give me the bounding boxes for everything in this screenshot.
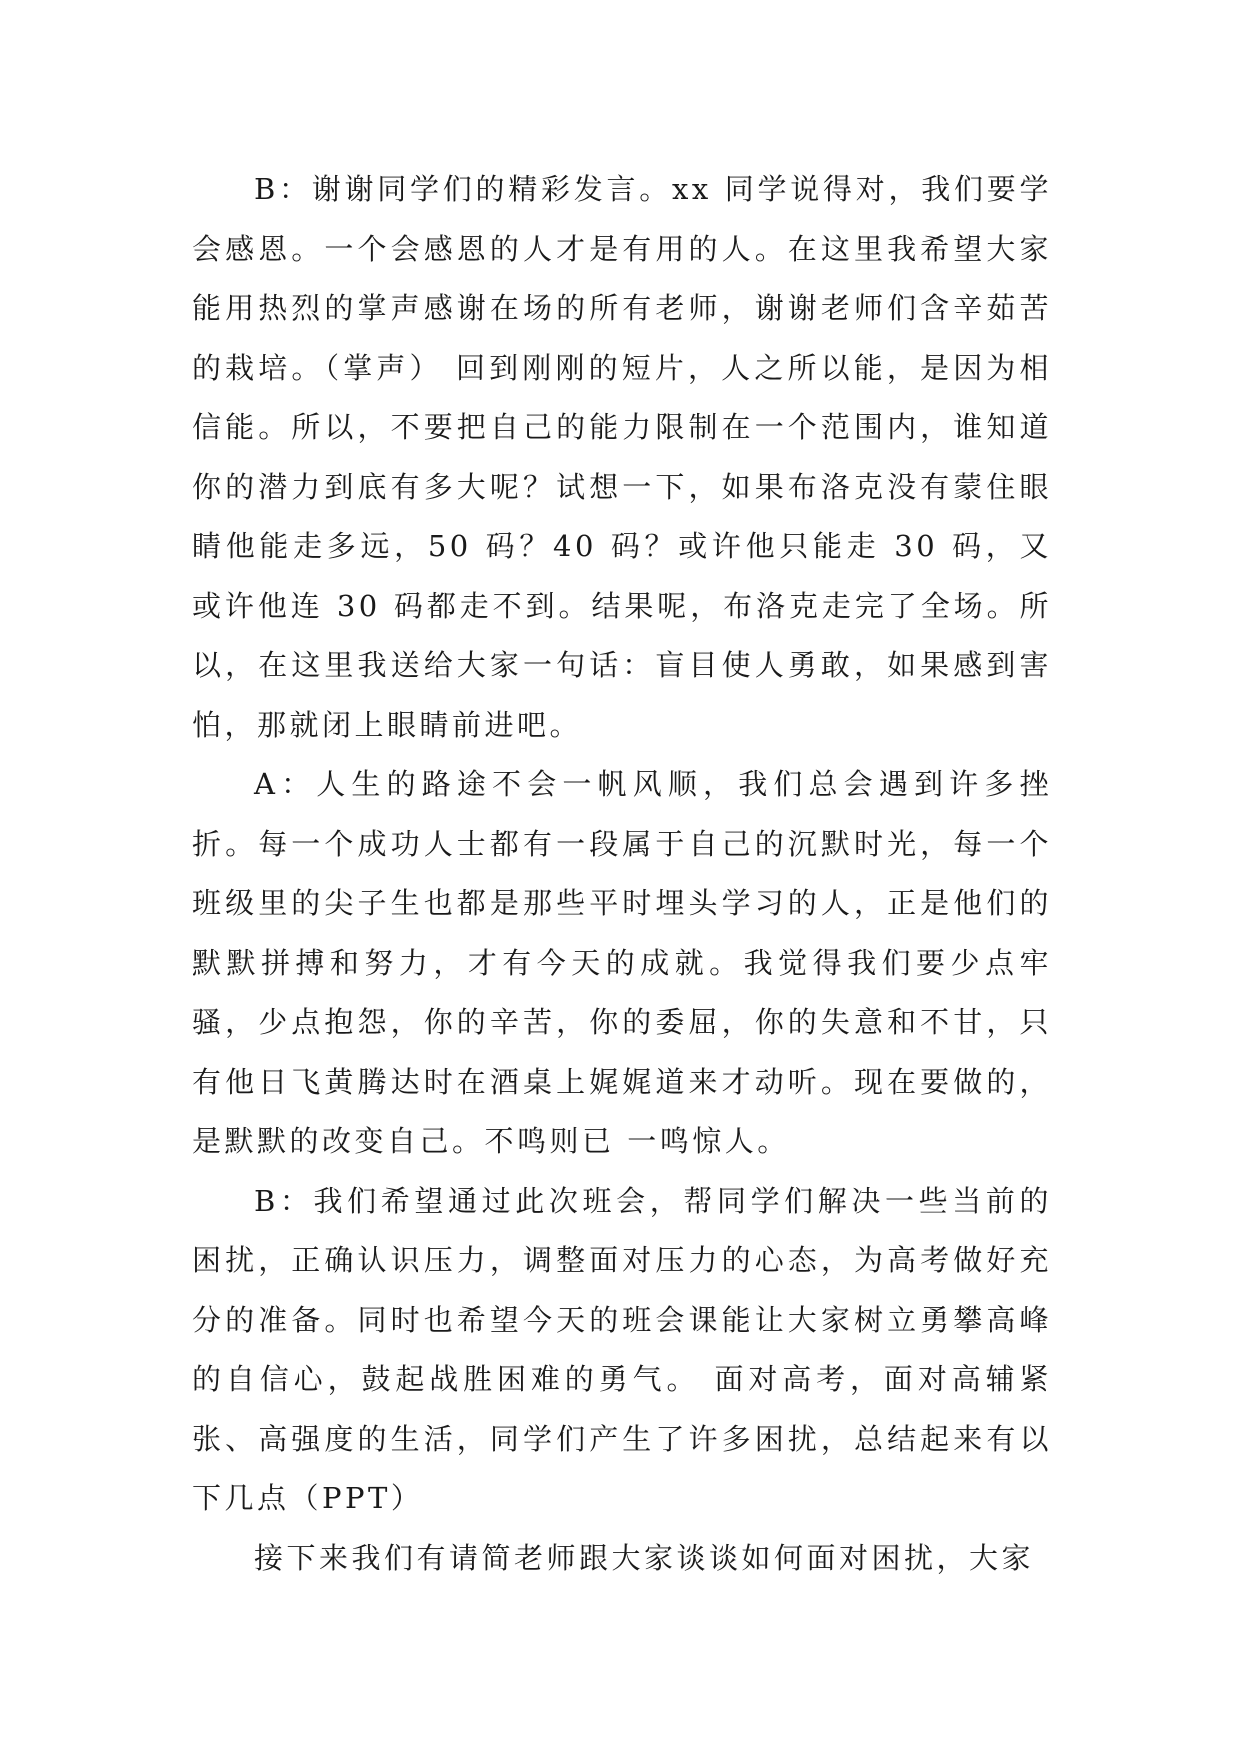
paragraph-b-thanks: B：谢谢同学们的精彩发言。xx 同学说得对，我们要学会感恩。一个会感恩的人才是有用的人。在这里我希望大家能用热烈的掌声感谢在场的所有老师，谢谢老师们含辛茹苦的栽培。（掌声） 回到刚刚的短片，人之所以能，是因为相信能。所以，不要把自己的能力限制在一个范围内，谁知道你的潜力到底有多大呢？试想一下，如果布洛克没有蒙住眼睛他能走多远，50 码？40 码？或许他只能走 30 码，又或许他连 30 码都走不到。结果呢，布洛克走完了全场。所以，在这里我送给大家一句话：盲目使人勇敢，如果感到害怕，那就闭上眼睛前进吧。: [192, 172, 1052, 742]
paragraph-invite-teacher: 接下来我们有请简老师跟大家谈谈如何面对困扰，大家: [254, 1540, 1035, 1575]
paragraph-b-class-meeting: B：我们希望通过此次班会，帮同学们解决一些当前的困扰，正确认识压力，调整面对压力的心态，为高考做好充分的准备。同时也希望今天的班会课能让大家树立勇攀高峰的自信心，鼓起战胜困难的勇气。 面对高考，面对高辅紧张、高强度的生活，同学们产生了许多困扰，总结起来有以下几点（PPT）: [192, 1183, 1052, 1515]
paragraph-a-life-path: A：人生的路途不会一帆风顺，我们总会遇到许多挫折。每一个成功人士都有一段属于自己的沉默时光，每一个班级里的尖子生也都是那些平时埋头学习的人，正是他们的默默拼搏和努力，才有今天的成就。我觉得我们要少点牢骚，少点抱怨，你的辛苦，你的委屈，你的失意和不甘，只有他日飞黄腾达时在酒桌上娓娓道来才动听。现在要做的，是默默的改变自己。不鸣则已 一鸣惊人。: [192, 767, 1052, 1158]
document-body: [192, 160, 1052, 1588]
